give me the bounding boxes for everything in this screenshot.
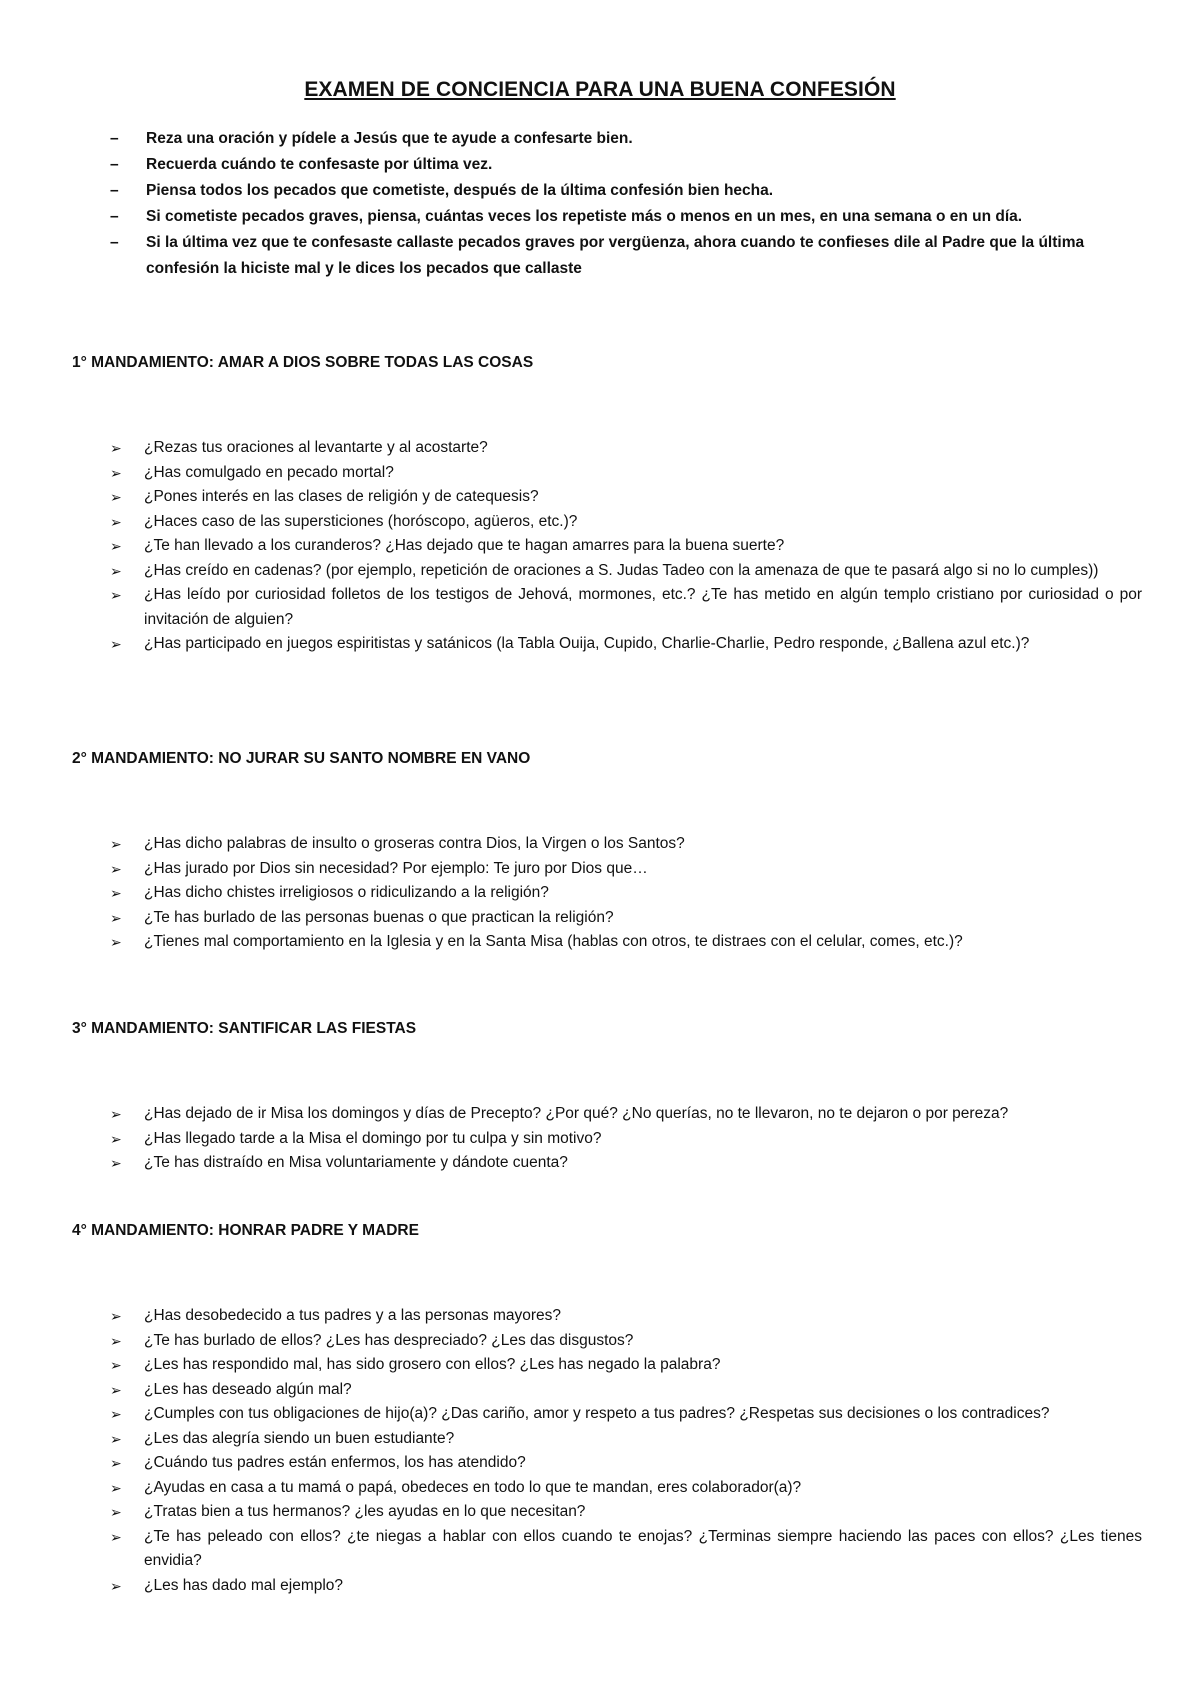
arrowhead-bullet-icon: ➢	[110, 860, 122, 877]
item-text: ¿Has dicho chistes irreligiosos o ridiculizando a la religión?	[144, 884, 549, 901]
item-text: ¿Te has burlado de las personas buenas o que practican la religión?	[144, 908, 614, 926]
list-item	[72, 1127, 1142, 1152]
arrowhead-bullet-icon: ➢	[110, 1357, 122, 1373]
item-text: ¿Les has dado mal ejemplo?	[144, 1576, 344, 1594]
intro-item	[108, 230, 1138, 282]
list-item	[72, 1378, 1142, 1403]
list-item	[72, 510, 1142, 535]
section-heading: 4° MANDAMIENTO: HONRAR PADRE Y MADRE	[72, 1222, 419, 1239]
list-item	[72, 1329, 1142, 1354]
list-item	[72, 881, 1142, 906]
item-text: ¿Has jurado por Dios sin necesidad? Por ejemplo: Te juro por Dios que…	[144, 859, 648, 877]
intro-item	[108, 204, 1138, 230]
item-text: ¿Te has distraído en Misa voluntariamente y dándote cuenta?	[144, 1154, 568, 1171]
intro-item	[108, 126, 1138, 152]
intro-text: Si cometiste pecados graves, piensa, cuántas veces los repetiste más o menos en un mes, en una semana o en un día.	[146, 208, 1023, 225]
arrowhead-bullet-icon: ➢	[110, 909, 122, 926]
arrowhead-bullet-icon: ➢	[110, 587, 122, 603]
list-item	[72, 1574, 1142, 1599]
section-mandamiento-3	[72, 1018, 1142, 1171]
list-item	[72, 583, 1142, 632]
item-text: ¿Has dicho palabras de insulto o groseras contra Dios, la Virgen o los Santos?	[144, 835, 685, 852]
list-item	[72, 1500, 1142, 1525]
arrowhead-bullet-icon: ➢	[110, 1332, 122, 1349]
intro-text: Piensa todos los pecados que cometiste, después de la última confesión bien hecha.	[146, 182, 774, 199]
item-text: ¿Les has respondido mal, has sido grosero con ellos? ¿Les has negado la palabra?	[144, 1356, 721, 1373]
item-text: ¿Has creído en cadenas? (por ejemplo, repetición de oraciones a S. Judas Tadeo con la amenaza de que te pasará algo si no lo cumples))	[144, 561, 1099, 579]
section-mandamiento-1	[72, 352, 1142, 652]
item-text: ¿Cuándo tus padres están enfermos, los has atendido?	[144, 1454, 526, 1471]
arrowhead-bullet-icon: ➢	[110, 1406, 122, 1422]
item-text: ¿Les das alegría siendo un buen estudiante?	[144, 1429, 455, 1447]
arrowhead-bullet-icon: ➢	[110, 934, 122, 950]
arrowhead-bullet-icon: ➢	[110, 1528, 122, 1545]
arrowhead-bullet-icon: ➢	[110, 464, 122, 481]
list-item	[72, 1353, 1142, 1378]
item-text: ¿Has comulgado en pecado mortal?	[144, 463, 394, 481]
list-item	[72, 461, 1142, 486]
list-item	[72, 930, 1142, 955]
dash-bullet-icon: –	[110, 130, 119, 147]
item-text: ¿Rezas tus oraciones al levantarte y al acostarte?	[144, 439, 488, 456]
intro-text: Reza una oración y pídele a Jesús que te ayude a confesarte bien.	[146, 130, 633, 147]
arrowhead-bullet-icon: ➢	[110, 1479, 122, 1496]
dash-bullet-icon: –	[110, 156, 119, 173]
question-list	[72, 1304, 1142, 1598]
arrowhead-bullet-icon: ➢	[110, 1455, 122, 1471]
list-item	[72, 436, 1142, 461]
arrowhead-bullet-icon: ➢	[110, 1381, 122, 1398]
list-item	[72, 1476, 1142, 1501]
intro-text: Si la última vez que te confesaste callaste pecados graves por vergüenza, ahora cuando te confieses dile al Padre que la última confesión la hiciste mal y le dices los pecados que callaste	[146, 234, 1085, 277]
list-item	[72, 1451, 1142, 1476]
list-item	[72, 534, 1142, 559]
item-text: ¿Haces caso de las supersticiones (horóscopo, agüeros, etc.)?	[144, 512, 578, 530]
item-text: ¿Les has deseado algún mal?	[144, 1380, 352, 1398]
arrowhead-bullet-icon: ➢	[110, 1577, 122, 1594]
section-heading: 1° MANDAMIENTO: AMAR A DIOS SOBRE TODAS LAS COSAS	[72, 354, 534, 371]
arrowhead-bullet-icon: ➢	[110, 562, 122, 579]
arrowhead-bullet-icon: ➢	[110, 1106, 122, 1122]
arrowhead-bullet-icon: ➢	[110, 489, 122, 505]
item-text: ¿Cumples con tus obligaciones de hijo(a)? ¿Das cariño, amor y respeto a tus padres? ¿Respetas sus decisiones o los contradices?	[144, 1405, 1050, 1422]
item-text: ¿Has desobedecido a tus padres y a las personas mayores?	[144, 1307, 562, 1324]
intro-text: Recuerda cuándo te confesaste por última vez.	[146, 156, 493, 173]
arrowhead-bullet-icon: ➢	[110, 836, 122, 852]
section-mandamiento-2	[72, 748, 1142, 950]
list-item	[72, 1427, 1142, 1452]
item-text: ¿Tratas bien a tus hermanos? ¿les ayudas en lo que necesitan?	[144, 1503, 586, 1520]
item-text: ¿Has leído por curiosidad folletos de los testigos de Jehová, mormones, etc.? ¿Te has metido en algún templo cristiano por curiosidad o por invitación de alguien?	[144, 586, 1142, 628]
arrowhead-bullet-icon: ➢	[110, 1155, 122, 1171]
list-item	[72, 1402, 1142, 1427]
section-heading: 2° MANDAMIENTO: NO JURAR SU SANTO NOMBRE EN VANO	[72, 750, 531, 767]
item-text: ¿Pones interés en las clases de religión y de catequesis?	[144, 488, 539, 505]
section-mandamiento-4	[72, 1220, 1142, 1594]
question-list	[72, 1102, 1142, 1176]
arrowhead-bullet-icon: ➢	[110, 1308, 122, 1324]
item-text: ¿Has dejado de ir Misa los domingos y días de Precepto? ¿Por qué? ¿No querías, no te llevaron, no te dejaron o por pereza?	[144, 1105, 1009, 1122]
item-text: ¿Has llegado tarde a la Misa el domingo por tu culpa y sin motivo?	[144, 1129, 602, 1147]
list-item	[72, 857, 1142, 882]
arrowhead-bullet-icon: ➢	[110, 636, 122, 652]
arrowhead-bullet-icon: ➢	[110, 538, 122, 554]
list-item	[72, 906, 1142, 931]
arrowhead-bullet-icon: ➢	[110, 513, 122, 530]
dash-bullet-icon: –	[110, 234, 119, 251]
dash-bullet-icon: –	[110, 208, 119, 225]
list-item	[72, 832, 1142, 857]
list-item	[72, 1151, 1142, 1176]
intro-list	[108, 126, 1138, 282]
intro-item	[108, 152, 1138, 178]
arrowhead-bullet-icon: ➢	[110, 1130, 122, 1147]
item-text: ¿Tienes mal comportamiento en la Iglesia y en la Santa Misa (hablas con otros, te distraes con el celular, comes, etc.)?	[144, 933, 963, 950]
arrowhead-bullet-icon: ➢	[110, 1430, 122, 1447]
document-title: EXAMEN DE CONCIENCIA PARA UNA BUENA CONFESIÓN	[304, 78, 896, 101]
question-list	[72, 832, 1142, 955]
list-item	[72, 485, 1142, 510]
item-text: ¿Ayudas en casa a tu mamá o papá, obedeces en todo lo que te mandan, eres colaborador(a)?	[144, 1478, 802, 1496]
arrowhead-bullet-icon: ➢	[110, 1504, 122, 1520]
section-heading: 3° MANDAMIENTO: SANTIFICAR LAS FIESTAS	[72, 1020, 417, 1037]
list-item	[72, 1525, 1142, 1574]
question-list	[72, 436, 1142, 657]
list-item	[72, 559, 1142, 584]
item-text: ¿Has participado en juegos espiritistas y satánicos (la Tabla Ouija, Cupido, Charlie-Charlie, Pedro responde, ¿Ballena azul etc.)?	[144, 635, 1030, 652]
list-item	[72, 1304, 1142, 1329]
item-text: ¿Te has peleado con ellos? ¿te niegas a hablar con ellos cuando te enojas? ¿Terminas siempre haciendo las paces con ellos? ¿Les tienes envidia?	[144, 1527, 1142, 1569]
item-text: ¿Te has burlado de ellos? ¿Les has despreciado? ¿Les das disgustos?	[144, 1331, 634, 1349]
dash-bullet-icon: –	[110, 182, 119, 199]
item-text: ¿Te han llevado a los curanderos? ¿Has dejado que te hagan amarres para la buena suerte?	[144, 537, 785, 554]
list-item	[72, 632, 1142, 657]
list-item	[72, 1102, 1142, 1127]
arrowhead-bullet-icon: ➢	[110, 440, 122, 456]
arrowhead-bullet-icon: ➢	[110, 885, 122, 901]
intro-item	[108, 178, 1138, 204]
